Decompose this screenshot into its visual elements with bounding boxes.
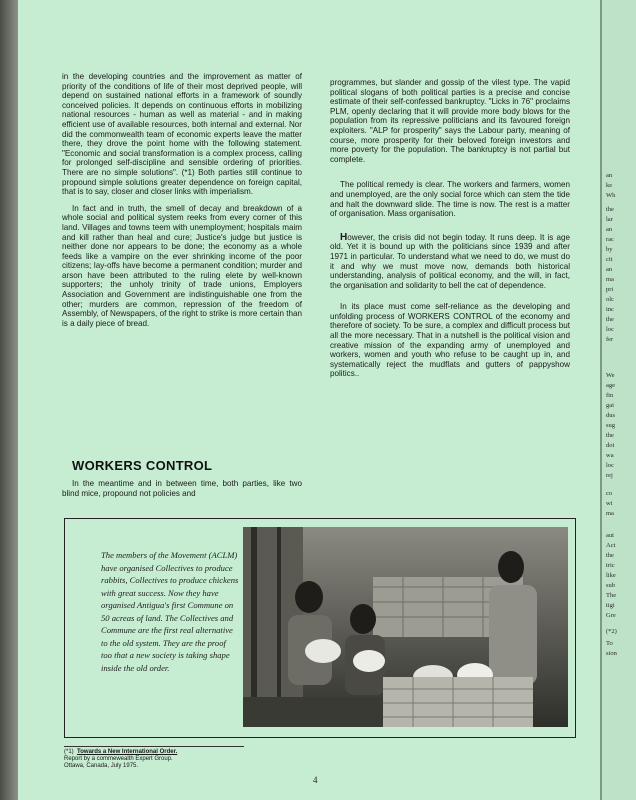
footnote-line-1 (64, 749, 244, 756)
facing-page-fragment: by (606, 246, 613, 253)
right-column (330, 78, 570, 386)
footnote-rule (64, 746, 244, 747)
right-paragraph-4: In its place must come self-reliance as the developing and unfolding process of WORKERS CONTROL of the economy and therefore of society. To be sure, a complex and difficult process but all the more necessary. That in a nutshell is the political vision and creative mission of the expanding army of unemployed and workers, women and youth who refuse to be caught up in, and systematically reject the mudflats and gutters of pappyshow politics.. (330, 302, 570, 379)
facing-page-fragment: the (606, 316, 614, 323)
left-paragraph-1: in the developing countries and the improvement as matter of priority of the conditions of life of their most deprived people, will depend on sustained national efforts in a framework of soundly conceived policies. It depends on continuous efforts in mobilizing national resources - human as well as material - and in making efficient use of available resources, both internal and external. Nor did the commonwealth team of economic experts leave the matter there, they drove the point home with the following statement. "Economic and social transformation is a complex process, calling for prolonged self-discipline and sensible ordering of priorities. There are no simple solutions". (*1) Both parties still continue to propound simple solutions greater dependence on foreign capital, that is to say, closer and closer links with imperialism. (62, 72, 302, 197)
facing-page-fragment: Wh (606, 192, 616, 199)
footnote-line-2: Report by a commewealth Expert Group. (64, 756, 173, 762)
facing-page-fragment: olc (606, 296, 614, 303)
section-heading: WORKERS CONTROL (72, 458, 213, 473)
drop-cap: H (340, 231, 348, 243)
right-paragraph-3 (330, 233, 570, 291)
facing-page-fragment: lar (606, 216, 613, 223)
facing-page-fragment: cit (606, 256, 613, 263)
facing-page-fragment: the (606, 206, 614, 213)
facing-page-fragment: the (606, 432, 614, 439)
facing-page-fragment: Act (606, 542, 616, 549)
facing-page-fragment: gai (606, 402, 614, 409)
right-paragraph-2: The political remedy is clear. The workers and farmers, women and unemployed, are the only social force which can stem the tide and halt the downward slide. The time is now. The rest is a matter of organisation. Mass organisation. (330, 180, 570, 219)
facing-page-fragment: The (606, 592, 617, 599)
photo-workers-with-chickens (243, 527, 568, 727)
facing-page-fragment: an (606, 172, 613, 179)
facing-page-fragment: an (606, 266, 613, 273)
photo-caption: The members of the Movement (ACLM) have organised Collectives to produce rabbits, Collectives to produce chickens with great success. Now they have organised Antigua's first Commune on 50 acreas of land. The Collectives and Commune are the first real alternative to the old system. They are the proof too that a new society is taking shape inside the old order. (101, 550, 239, 673)
left-column-bottom (62, 479, 302, 505)
facing-page-fragment: rac (606, 236, 614, 243)
footnote-marker: (*1) (64, 749, 74, 755)
facing-page-fragment: dus (606, 412, 616, 419)
facing-page-fragment: tric (606, 562, 615, 569)
facing-page-fragment: rej (606, 472, 613, 479)
facing-page-fragment: loc (606, 462, 614, 469)
facing-page-fragment: an (606, 226, 613, 233)
left-paragraph-3: In the meantime and in between time, both parties, like two blind mice, propound not policies and (62, 479, 302, 498)
facing-page-fragment: ke (606, 182, 613, 189)
facing-page-fragment: wa (606, 452, 614, 459)
facing-page-fragment: aut (606, 532, 614, 539)
facing-page-fragment: pri (606, 286, 614, 293)
facing-page-fragment: ma (606, 276, 614, 283)
facing-page-fragment: sion (606, 650, 617, 657)
footnote (64, 746, 244, 770)
facing-page-fragment: fin (606, 392, 614, 399)
document-page (18, 0, 600, 800)
facing-page-fragment: co (606, 490, 613, 497)
facing-page-fragment: age (606, 382, 616, 389)
facing-page-fragment: like (606, 572, 616, 579)
left-column (62, 72, 302, 335)
right-paragraph-1: programmes, but slander and gossip of the vilest type. The vapid political slogans of both political parties is a precise and concise estimate of their self-confessed bankruptcy. "Licks in 76" proclaims PLM, openly declaring that it will provide more body blows for the population from its repressive politicians and its favoured foreign exploiters. "ALP for prosperity" says the Labour party, meaning of course, more prosperity for their beloved foreign investors and more poverty for the population. The bankruptcy is not partial but complete. (330, 78, 570, 164)
facing-page-fragment: sug (606, 422, 616, 429)
facing-page-fragment: the (606, 552, 614, 559)
facing-page-fragment: sub (606, 582, 616, 589)
facing-page-fragment: To (606, 640, 613, 647)
facing-page-fragment: We (606, 372, 615, 379)
photo-caption-box (64, 518, 576, 738)
footnote-line-3: Ottawa, Canada, July 1975. (64, 763, 139, 769)
facing-page-fragment: tigi (606, 602, 615, 609)
facing-page-fragment: Gre (606, 612, 616, 619)
facing-page-fragment: wi (606, 500, 613, 507)
facing-page-fragment: loc (606, 326, 614, 333)
facing-page-fragment: ma (606, 510, 614, 517)
book-binding (0, 0, 18, 800)
facing-page-fragment: (*2) (606, 628, 617, 635)
facing-page-fragment: fer (606, 336, 614, 343)
facing-page-fragment: inc (606, 306, 614, 313)
left-paragraph-2: In fact and in truth, the smell of decay and breakdown of a whole social and political system reeks from every corner of this land. Villages and towns teem with unemployment; hospitals maim and kill rather than heal and cure; Justice's judge but justice is neither done nor appears to be done; the economy as a whole feeds like a vampire on the ever shrinking income of the poor citizens; lay-offs have become a permanent condition; murder and arson have been attributed to the ruling elete by well-known supporters; the unholy trinity of trade unions, Employers Association and Government are indistinguishable one from the other; murders are common, repression of the freedom of Assembly, of Newspapers, of the right to strike is more certain than is a daily piece of bread. (62, 203, 302, 328)
right-paragraph-3-text: owever, the crisis did not begin today. It runs deep. It is age old. Yet it is bound up with the politicians since 1939 and after 1971 in particular. To understand what we need to do, we must do it and why we must move now, demands both historical understanding, analysis of political economy, and the will, in fact, the organisation and solidarity to bell the cat of dependence. (330, 232, 570, 290)
photo-image (243, 527, 568, 727)
page-number: 4 (313, 775, 318, 785)
facing-page-fragment: doi (606, 442, 615, 449)
facing-page-edge (600, 0, 636, 800)
footnote-title: Towards a New International Order. (77, 749, 178, 755)
